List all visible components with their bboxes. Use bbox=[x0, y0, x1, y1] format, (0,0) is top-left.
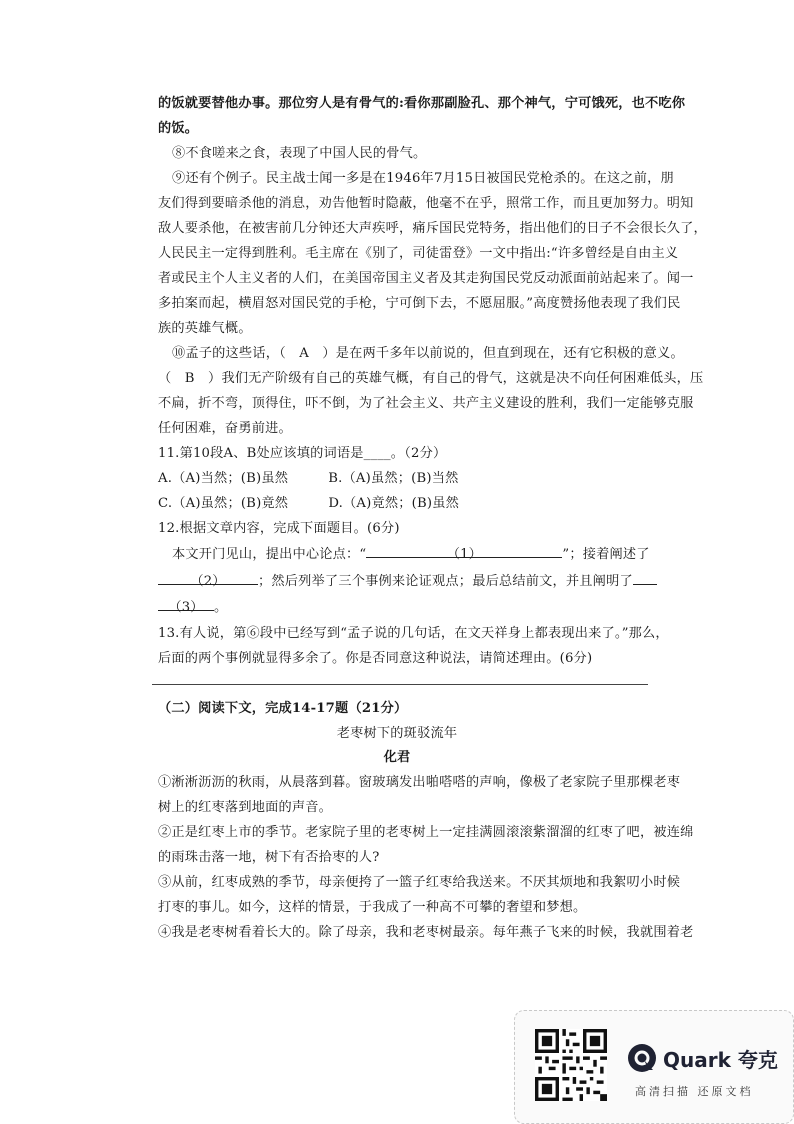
text-line: 者或民主个人主义者的人们，在美国帝国主义者及其走狗国民党反动派面前站起来了。闻一 bbox=[158, 271, 694, 286]
q12-line-2 bbox=[158, 570, 648, 589]
quark-watermark[interactable] bbox=[514, 1010, 794, 1124]
quark-brand: Quark 夸克 bbox=[663, 1047, 778, 1072]
option-row: C.（A)虽然；(B)竟然 D.（A)竟然；(B)虽然 bbox=[158, 496, 460, 511]
article-title: 老枣树下的斑驳流年 bbox=[336, 726, 458, 741]
paragraph-line: 的雨珠击落一地，树下有否拾枣的人? bbox=[158, 850, 380, 865]
text-line: 友们得到要暗杀他的消息，劝告他暂时隐蔽，他毫不在乎，照常工作，而且更加努力。明知 bbox=[158, 196, 694, 211]
answer-blank-3[interactable]: （3） bbox=[158, 596, 214, 611]
text-line: 任何困难，奋勇前进。 bbox=[158, 421, 292, 436]
text-line: 的饭就要替他办事。那位穷人是有骨气的:看你那副脸孔、那个神气，宁可饿死，也不吃你 bbox=[158, 96, 686, 111]
answer-blank-1[interactable]: （1） bbox=[366, 543, 562, 558]
paragraph-line: ③从前，红枣成熟的季节，母亲便挎了一篮子红枣给我送来。不厌其烦地和我絮叨小时候 bbox=[158, 875, 681, 890]
answer-blank-3-start[interactable] bbox=[633, 570, 657, 585]
q12-line-1 bbox=[172, 543, 662, 562]
option-row: A.（A)当然；(B)虽然 B.（A)虽然；(B)当然 bbox=[158, 471, 459, 486]
q12-prefix: 本文开门见山，提出中心论点：“ bbox=[172, 547, 367, 562]
q12-end: 。 bbox=[214, 600, 228, 615]
section-heading: （二）阅读下文，完成14-17题（21分） bbox=[158, 701, 408, 716]
text-line: 人民民主一定得到胜利。毛主席在《别了，司徒雷登》一文中指出:“许多曾经是自由主义 bbox=[158, 246, 679, 261]
q12-mid: ；然后列举了三个事例来论证观点；最后总结前文，并且阐明了 bbox=[258, 574, 633, 589]
quark-tagline: 高清扫描 还原文档 bbox=[635, 1085, 754, 1098]
paragraph-line: 打枣的事儿。如今，这样的情景，于我成了一种高不可攀的奢望和梦想。 bbox=[158, 900, 587, 915]
qr-code-icon[interactable] bbox=[535, 1029, 607, 1101]
text-line: 多拍案而起，横眉怒对国民党的手枪，宁可倒下去，不愿屈服。”高度赞扬他表现了我们民 bbox=[158, 296, 681, 311]
text-line: 的饭。 bbox=[158, 121, 199, 136]
q12-suffix: ”；接着阐述了 bbox=[562, 547, 650, 562]
paragraph-line: ①淅淅沥沥的秋雨，从晨落到暮。窗玻璃发出啪嗒嗒的声响，像极了老家院子里那棵老枣 bbox=[158, 775, 681, 790]
divider bbox=[152, 684, 648, 685]
question-11: 11.第10段A、B处应该填的词语是____。（2分） bbox=[158, 446, 447, 461]
paragraph-line: ④我是老枣树看着长大的。除了母亲，我和老枣树最亲。每年燕子飞来的时候，我就围着老 bbox=[158, 925, 694, 940]
question-13: 后面的两个事例就显得多余了。你是否同意这种说法，请简述理由。(6分) bbox=[158, 651, 593, 666]
paragraph-line: ②正是红枣上市的季节。老家院子里的老枣树上一定挂满圆滚滚紫溜溜的红枣了吧，被连绵 bbox=[158, 825, 694, 840]
answer-blank-2[interactable]: （2） bbox=[158, 570, 258, 585]
quark-logo bbox=[627, 1043, 778, 1073]
article-author: 化君 bbox=[383, 750, 411, 765]
text-line: 不扁，折不弯，顶得住，吓不倒，为了社会主义、共产主义建设的胜利，我们一定能够克服 bbox=[158, 396, 694, 411]
text-line: ⑨还有个例子。民主战士闻一多是在1946年7月15日被国民党枪杀的。在这之前，朋 bbox=[172, 171, 674, 186]
text-line: 族的英雄气概。 bbox=[158, 321, 252, 336]
text-line: ⑩孟子的这些话，（ A ）是在两千多年以前说的，但直到现在，还有它积极的意义。 bbox=[172, 346, 684, 361]
text-line: 敌人要杀他，在被害前几分钟还大声疾呼，痛斥国民党特务，指出他们的日子不会很长久了， bbox=[158, 221, 707, 236]
text-line: （ B ）我们无产阶级有自己的英雄气概，有自己的骨气，这就是决不向任何困难低头，压 bbox=[158, 371, 704, 386]
question-12: 12.根据文章内容，完成下面题目。(6分) bbox=[158, 521, 400, 536]
q12-line-3 bbox=[158, 596, 648, 615]
text-line: ⑧不食嗟来之食，表现了中国人民的骨气。 bbox=[172, 146, 427, 161]
question-13: 13.有人说，第⑥段中已经写到“孟子说的几句话，在文天祥身上都表现出来了。”那么， bbox=[158, 626, 669, 641]
paragraph-line: 树上的红枣落到地面的声音。 bbox=[158, 800, 333, 815]
quark-logo-icon bbox=[627, 1043, 657, 1073]
